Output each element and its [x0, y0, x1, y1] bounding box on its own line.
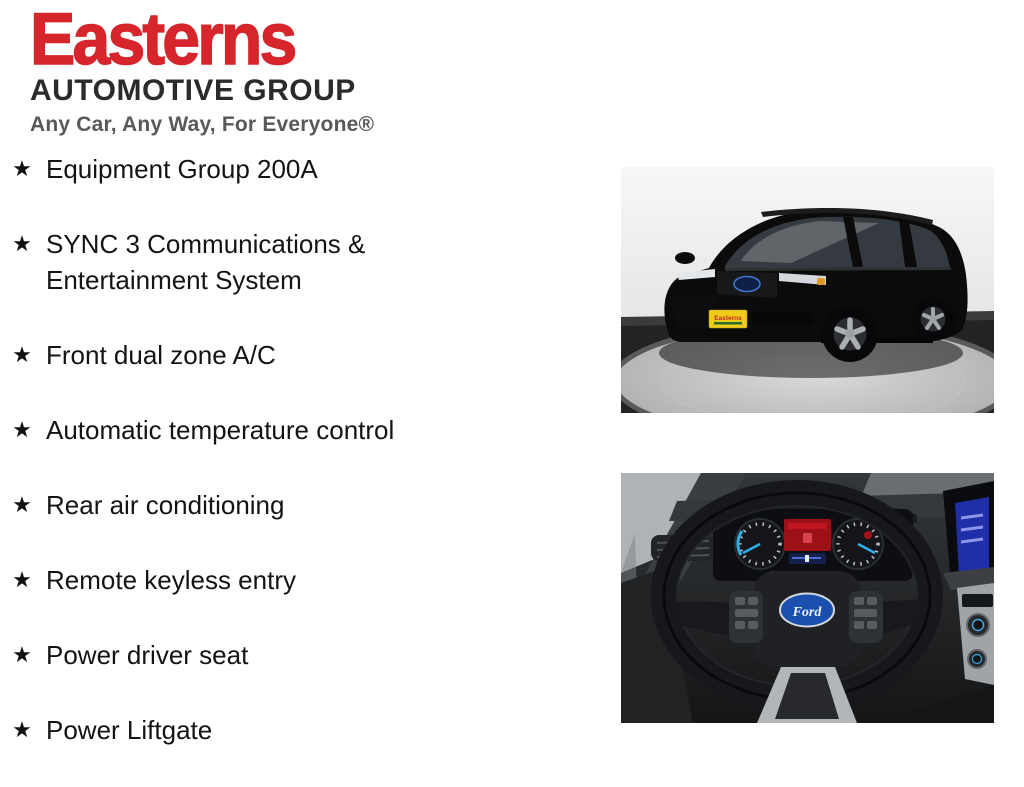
star-icon: ★ — [12, 156, 32, 181]
star-icon: ★ — [12, 231, 32, 256]
star-icon: ★ — [12, 342, 32, 367]
left-button-pod — [729, 591, 763, 643]
right-button-pod — [849, 591, 883, 643]
ford-grille-badge — [734, 277, 760, 292]
feature-list — [10, 151, 478, 787]
turn-signal — [817, 278, 825, 285]
star-icon: ★ — [12, 567, 32, 592]
brand-tagline: Any Car, Any Way, For Everyone® — [30, 112, 375, 136]
svg-text:Easterns: Easterns — [714, 315, 742, 322]
front-wheel — [822, 306, 878, 362]
interior-photo-graphic — [621, 473, 994, 723]
feature-text: Automatic temperature control — [46, 415, 395, 445]
feature-text: Power driver seat — [46, 640, 249, 670]
license-plate — [709, 310, 747, 328]
brand-subtitle: AUTOMOTIVE GROUP — [30, 73, 356, 107]
feature-text: Front dual zone A/C — [46, 340, 276, 370]
speedometer-gauge — [735, 519, 785, 569]
feature-text: SYNC 3 Communications & Entertainment System — [46, 229, 366, 295]
feature-item — [10, 487, 478, 523]
star-icon: ★ — [12, 492, 32, 517]
feature-item — [10, 712, 478, 748]
feature-item — [10, 412, 478, 448]
feature-text: Equipment Group 200A — [46, 154, 318, 184]
feature-item — [10, 226, 478, 298]
brand-name: Easterns — [30, 0, 295, 80]
interior-photo — [621, 473, 994, 723]
feature-item — [10, 151, 478, 187]
feature-text: Rear air conditioning — [46, 490, 285, 520]
feature-item — [10, 637, 478, 673]
ford-badge — [780, 594, 834, 627]
feature-item — [10, 337, 478, 373]
svg-text:Ford: Ford — [792, 605, 822, 620]
feature-text: Power Liftgate — [46, 715, 213, 745]
star-icon: ★ — [12, 417, 32, 442]
exterior-photo-graphic — [621, 167, 994, 413]
exterior-photo — [621, 167, 994, 413]
feature-text: Remote keyless entry — [46, 565, 296, 595]
star-icon: ★ — [12, 717, 32, 742]
rear-wheel — [911, 297, 955, 341]
cluster-message-screen — [784, 519, 831, 564]
feature-item — [10, 562, 478, 598]
side-mirror — [675, 252, 695, 264]
dealer-logo — [30, 0, 375, 137]
star-icon: ★ — [12, 642, 32, 667]
